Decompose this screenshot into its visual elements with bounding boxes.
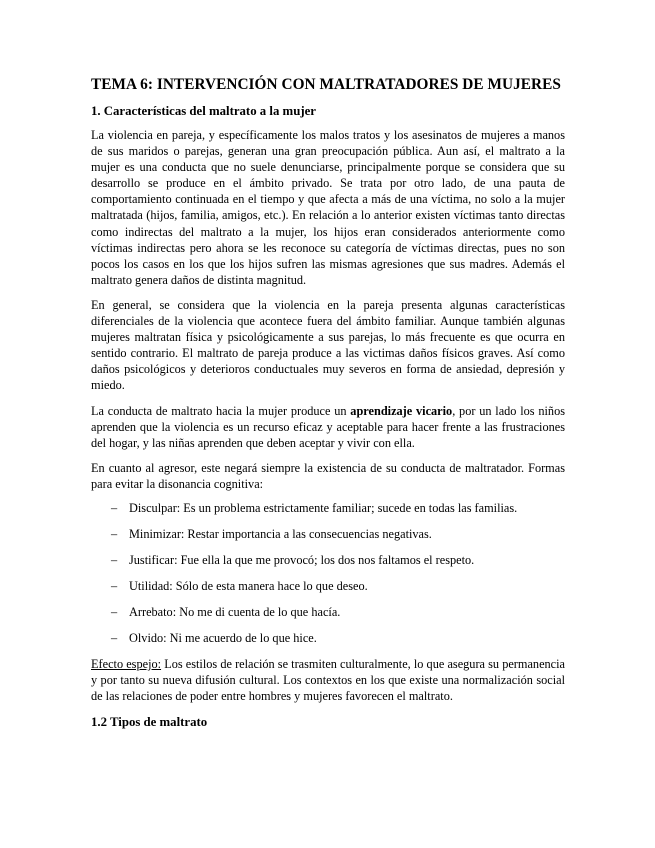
list-item-text: Minimizar: Restar importancia a las consecuencias negativas. [129,526,432,541]
list-item-text: Justificar: Fue ella la que me provocó; los dos nos faltamos el respeto. [129,552,475,567]
dash-bullet: – [111,604,118,619]
dash-bullet: – [111,578,118,593]
list-item-text: Olvido: Ni me acuerdo de lo que hice. [129,630,317,645]
dash-bullet: – [111,552,118,567]
list-item [91,526,565,542]
paragraph [91,403,565,451]
dash-bullet: – [111,630,118,645]
paragraph [91,656,565,704]
section-heading: 1. Características del maltrato a la mujer [91,104,316,118]
paragraph-text: Los estilos de relación se trasmiten culturalmente, lo que asegura su permanencia y por tanto su nueva difusión cultural. Los contextos en los que existe una normalización social de las relaciones de poder entre hombres y mujeres favorecen el maltrato. [91,656,566,704]
section-heading: 1.2 Tipos de maltrato [91,715,208,730]
underlined-term: Efecto espejo: [91,656,162,671]
paragraph: En cuanto al agresor, este negará siempre la existencia de su conducta de maltratador. Formas para evitar la disonancia cognitiva: [91,460,565,491]
paragraph-text: La conducta de maltrato hacia la mujer produce un [91,403,351,418]
list-item [91,500,565,516]
list-item [91,630,565,646]
paragraph-text: , por un lado los niños aprenden que la violencia es un recurso eficaz y aceptable para hacer frente a las frustraciones del hogar, y las niñas aprenden que deben aceptar y vivir con ella. [91,403,566,450]
document-title: TEMA 6: INTERVENCIÓN CON MALTRATADORES DE MUJERES [91,76,561,93]
bold-term: aprendizaje vicario [350,403,453,418]
list-item-text: Arrebato: No me di cuenta de lo que hacía. [129,604,341,619]
document-body [91,74,565,738]
paragraph: La violencia en pareja, y específicamente los malos tratos y los asesinatos de mujeres a manos de sus maridos o parejas, generan una gran preocupación pública. Aun así, el maltrato a la mujer es una conducta que no suele denunciarse, principalmente porque se considera que su desarrollo se produce en el ámbito privado. Se trata por otro lado, de una pauta de comportamiento continuada en el tiempo y que afecta a más de una víctima, no solo a la mujer maltratada (hijos, familia, amigos, etc.). En relación a lo anterior existen víctimas tanto directas como indirectas del maltrato a la mujer, los hijos eran considerados anteriormente como víctimas indirectas pero ahora se les reconoce su categoría de víctimas directas, pues no son pocos los casos en los que los hijos sufren las mismas agresiones que sus madres. Además el maltrato genera daños de distinta magnitud. [91,128,565,287]
list-item [91,552,565,568]
list-item [91,604,565,620]
list-item-text: Utilidad: Sólo de esta manera hace lo que deseo. [129,578,368,593]
paragraph: En general, se considera que la violencia en la pareja presenta algunas características diferenciales de la violencia que acontece fuera del ámbito familiar. Aunque también algunas mujeres maltratan física y psicológicamente a sus parejas, lo más frecuente es que ocurra en sentido contrario. El maltrato de pareja produce a las victimas daños físicos graves. Así como daños psicológicos y deterioros conductuales muy severos en forma de ansiedad, depresión y miedo. [91,297,565,393]
dash-bullet: – [111,526,118,541]
list-item-text: Disculpar: Es un problema estrictamente familiar; sucede en todas las familias. [129,500,518,515]
list-item [91,578,565,594]
dissonance-list [91,500,565,646]
dash-bullet: – [111,500,118,515]
